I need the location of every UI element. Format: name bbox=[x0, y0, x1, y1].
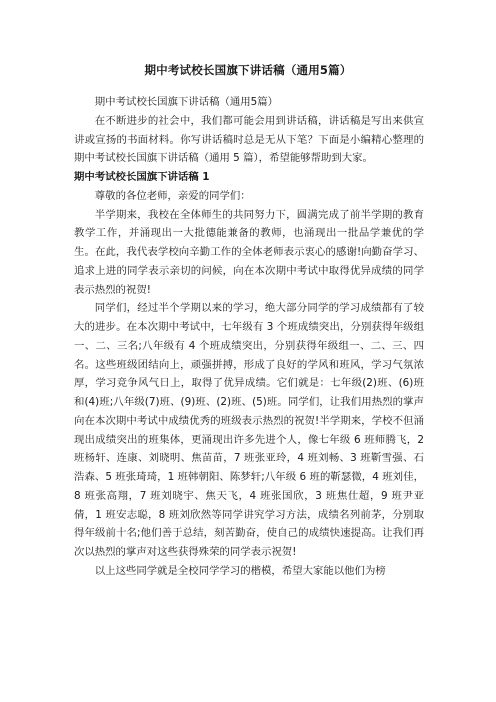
greeting-paragraph: 尊敬的各位老师，亲爱的同学们： bbox=[94, 189, 251, 202]
document-title: 期中考试校长国旗下讲话稿（通用5篇） bbox=[144, 63, 352, 77]
section-heading: 期中考试校长国旗下讲话稿 1 bbox=[74, 171, 210, 183]
body-paragraph-1: 半学期来，我校在全体师生的共同努力下，圆满完成了前半学期的教育教学工作，并涌现出一大批德能兼备的教师，也涌现出一批品学兼优的学生。在此，我代表学校向辛勤工作的全体老师表示衷心的感谢!向勤奋学习、追求上进的同学表示亲切的问候，向在本次期中考试中取得优异成绩的同学表示热烈的祝贺! bbox=[74, 208, 424, 296]
document-subtitle: 期中考试校长国旗下讲话稿（通用5篇） bbox=[94, 96, 279, 108]
body-paragraph-3: 以上这些同学就是全校同学学习的楷模，希望大家能以他们为榜 bbox=[94, 564, 386, 577]
intro-paragraph: 在不断进步的社会中，我们都可能会用到讲话稿，讲话稿是写出来供宣讲或宣扬的书面材料。你写讲话稿时总是无从下笔？下面是小编精心整理的期中考试校长国旗下讲话稿（通用 5 篇），希望能够帮助到大家。 bbox=[74, 114, 424, 165]
document-body bbox=[74, 93, 424, 581]
body-paragraph-2: 同学们，经过半个学期以来的学习，绝大部分同学的学习成绩都有了较大的进步。在本次期中考试中，七年级有 3 个班成绩突出，分别获得年级组一、二、三名;八年级有 4 个班成绩突出，分别获得年级组一、二、三、四名。这些班级团结向上，顽强拼搏，形成了良好的学风和班风，学习气氛浓厚，学习竞争风气日上，取得了优异成绩。它们就是：七年级(2)班、(6)班和(4)班;八年级(7)班、(9)班、(2)班、(5)班。同学们，让我们用热烈的掌声向在本次期中考试中成绩优秀的班级表示热烈的祝贺!半学期来，学校不但涌现出成绩突出的班集体，更涌现出许多先进个人，像七年级 6 班师腾飞，2 班杨轩、连康、刘晓明、焦苗苗，7 班张亚玲，4 班刘畅、3 班靳雪强、石浩森、5 班张琦琦，1 班韩朝阳、陈梦轩;八年级 6 班的靳瑟微，4 班刘佳，8 班张高翔，7 班刘晓宇、焦天飞，4 班张国欣，3 班焦仕超，9 班尹亚倩，1 班安志聪，8 班刘欣然等同学讲究学习方法，成绩名列前茅，分别取得年级前十名;他们善于总结，刻苦勤奋，使自己的成绩快速提高。让我们再次以热烈的掌声对这些获得殊荣的同学表示祝贺! bbox=[74, 302, 424, 558]
